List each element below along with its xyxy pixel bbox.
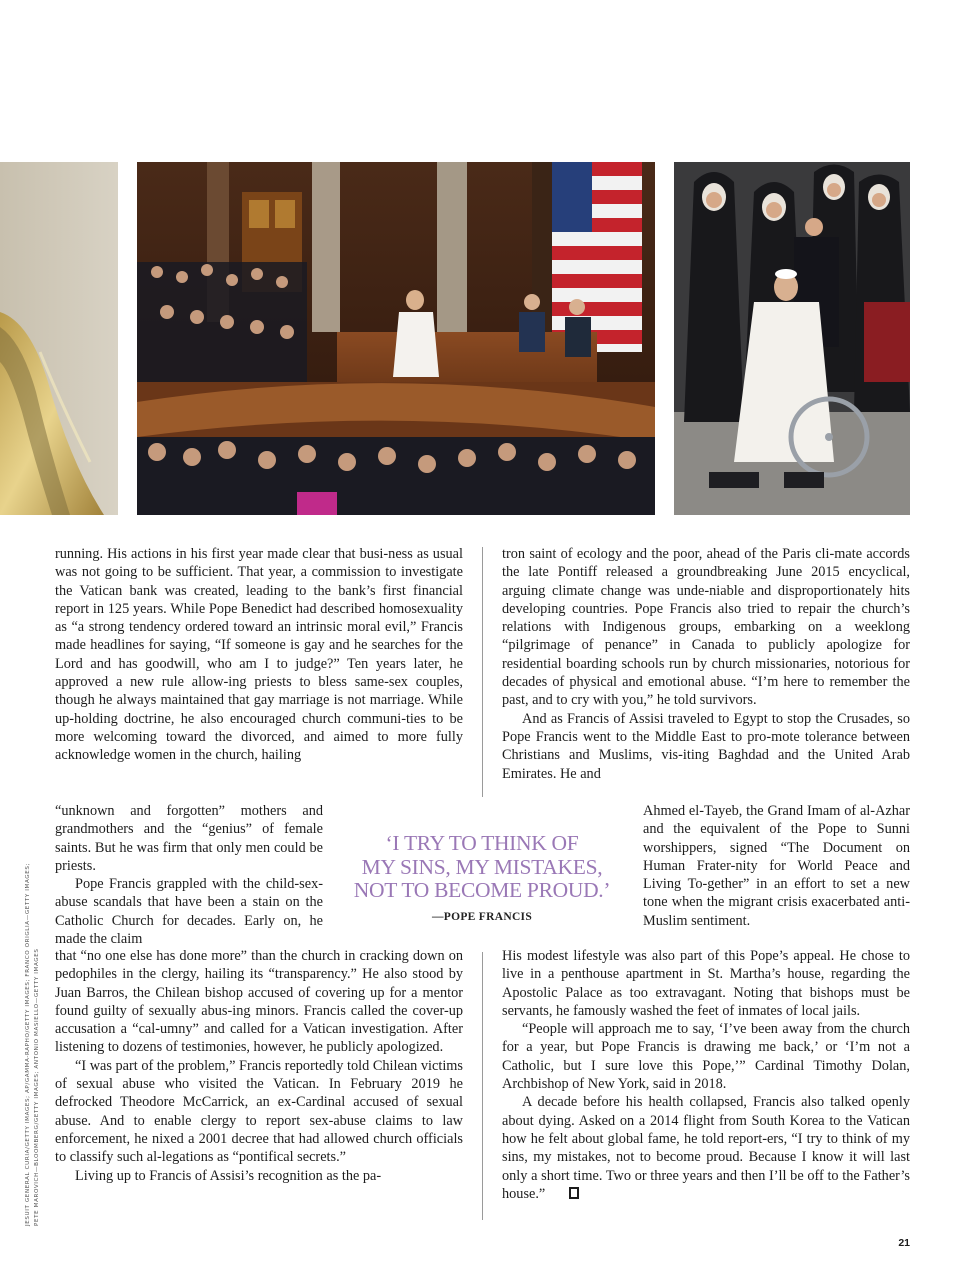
pull-quote-line: NOT TO BECOME PROUD.’ — [353, 878, 611, 902]
column-rule — [482, 547, 483, 797]
paragraph: Pope Francis grappled with the child-sex-abuse scandals that have been a stain on the Catholic Church for decades. Early on, he made the claim — [55, 876, 323, 948]
paragraph — [502, 1093, 910, 1203]
column-1-top — [55, 545, 463, 765]
column-1-narrow — [55, 802, 323, 948]
paragraph: tron saint of ecology and the poor, ahead of the Paris cli-mate accords the late Pontiff released a groundbreaking June 2015 encyclical, arguing climate change was unde-niable and disproportionately hits developing countries. Pope Francis also tried to repair the church’s relations with Indigenous groups, embarking on a weeklong “pilgrimage of penance” in Canada to publicly apologize for residential boarding schools run by church missionaries, notorious for decades of physical and emotional abuse. “I’m here to remember the past, and to cry with you,” he told survivors. — [502, 546, 910, 709]
paragraph: “unknown and forgotten” mothers and grandmothers and the “genius” of female saints. But he was firm that only men could be priests. — [55, 803, 323, 874]
paragraph: His modest lifestyle was also part of this Pope’s appeal. He chose to live in a penthouse apartment in St. Martha’s house, regarding the Apostolic Palace as too extravagant. Noting that bishops must be servants, he famously washed the feet of inmates of local jails. — [502, 948, 910, 1019]
paragraph: “People will approach me to say, ‘I’ve been away from the church for a year, but Pope Francis is drawing me back,’ or ‘I’m not a Catholic, but I sure love this Pope,’” Cardinal Timothy Dolan, Archbishop of New York, said in 2018. — [502, 1021, 910, 1093]
paragraph: “I was part of the problem,” Francis reportedly told Chilean victims of sexual abuse who visited the Vatican. In February 2019 he defrocked Theodore McCarrick, an ex-Cardinal accused of sexual abuse. And to enable clergy to report sex-abuse claims to law enforcement, he nixed a 2001 decree that had allowed church officials to classify such al-legations as “pontifical secrets.” — [55, 1057, 463, 1166]
pull-quote-text — [340, 832, 624, 903]
pull-quote-attribution: —POPE FRANCIS — [431, 910, 533, 923]
paragraph: that “no one else has done more” than the church in cracking down on pedophiles in the clergy, hailing its “transparency.” He also stood by Juan Barros, the Chilean bishop accused of covering up for a mentor found guilty of sexually abus-ing minors. Francis called the cover-up accusation a “cal-umny” and called for a Vatican investigation. After listening to dozens of testimonies, however, he publicly apologized. — [55, 948, 463, 1056]
column-rule — [482, 952, 483, 1220]
page-number: 21 — [898, 1237, 910, 1249]
photo-wheelchair — [674, 162, 910, 515]
column-2-bottom — [502, 947, 910, 1203]
photo-congress — [137, 162, 655, 515]
pull-quote-line: MY SINS, MY MISTAKES, — [361, 854, 603, 879]
end-mark-icon — [569, 1187, 579, 1199]
photo-vestments — [0, 162, 118, 515]
paragraph: Living up to Francis of Assisi’s recognition as the pa- — [75, 1167, 382, 1184]
pull-quote — [340, 832, 624, 923]
paragraph: running. His actions in his first year made clear that busi-ness as usual was not going to be sufficient. That year, a commission to investigate the Vatican bank was created, leading to the bank’s first financial report in 125 years. While Pope Benedict had described homosexuality as “a strong tendency ordered toward an intrinsic moral evil,” Francis made headlines for saying, “If someone is gay and he searches for the Lord and has goodwill, who am I to judge?” Ten years later, he approved a new rule allow-ing priests to bless same-sex couples, though he always maintained that gay marriage is not marriage. While up-holding doctrine, he also encouraged church communi-ties to be more welcoming toward the divorced, and aimed to more fully acknowledge women in the church, hailing — [55, 546, 463, 764]
column-2-narrow — [643, 802, 910, 930]
paragraph: And as Francis of Assisi traveled to Egypt to stop the Crusades, so Pope Francis went to the Middle East to pro-mote tolerance between Christians and Muslims, vis-iting Baghdad and the United Arab Emirates. He and — [502, 710, 910, 782]
photo-credit: JESUIT GENERAL CURIA/GETTY IMAGES; AP/GAMMA-RAPHO/GETTY IMAGES; FRANCO ORIGLIA—GETTY IMAGES; PETE MAROVICH—BLOOMBERG/GETTY IMAGES; ANTONIO MASIELLO—GETTY IMAGES — [25, 863, 40, 1226]
pull-quote-line: ‘I TRY TO THINK OF — [385, 831, 579, 855]
column-2-top — [502, 545, 910, 783]
paragraph-text: A decade before his health collapsed, Francis also talked openly about dying. Asked on a 2014 flight from South Korea to the Vatican how he felt about global fame, he told report-ers, “I try to think of my sins, my mistakes, not to become proud. Because I know it will last only a short time. Two or three years and then I’ll be off to the Father’s house.” — [502, 1094, 910, 1202]
column-1-bottom — [55, 947, 463, 1185]
paragraph: Ahmed el-Tayeb, the Grand Imam of al-Azhar and the equivalent of the Pope to Sunni worshippers, signed “The Document on Human Frater-nity for World Peace and Living To-gether” in an effort to set a new tone when the migrant crisis exacerbated anti-Muslim sentiment. — [643, 803, 910, 929]
